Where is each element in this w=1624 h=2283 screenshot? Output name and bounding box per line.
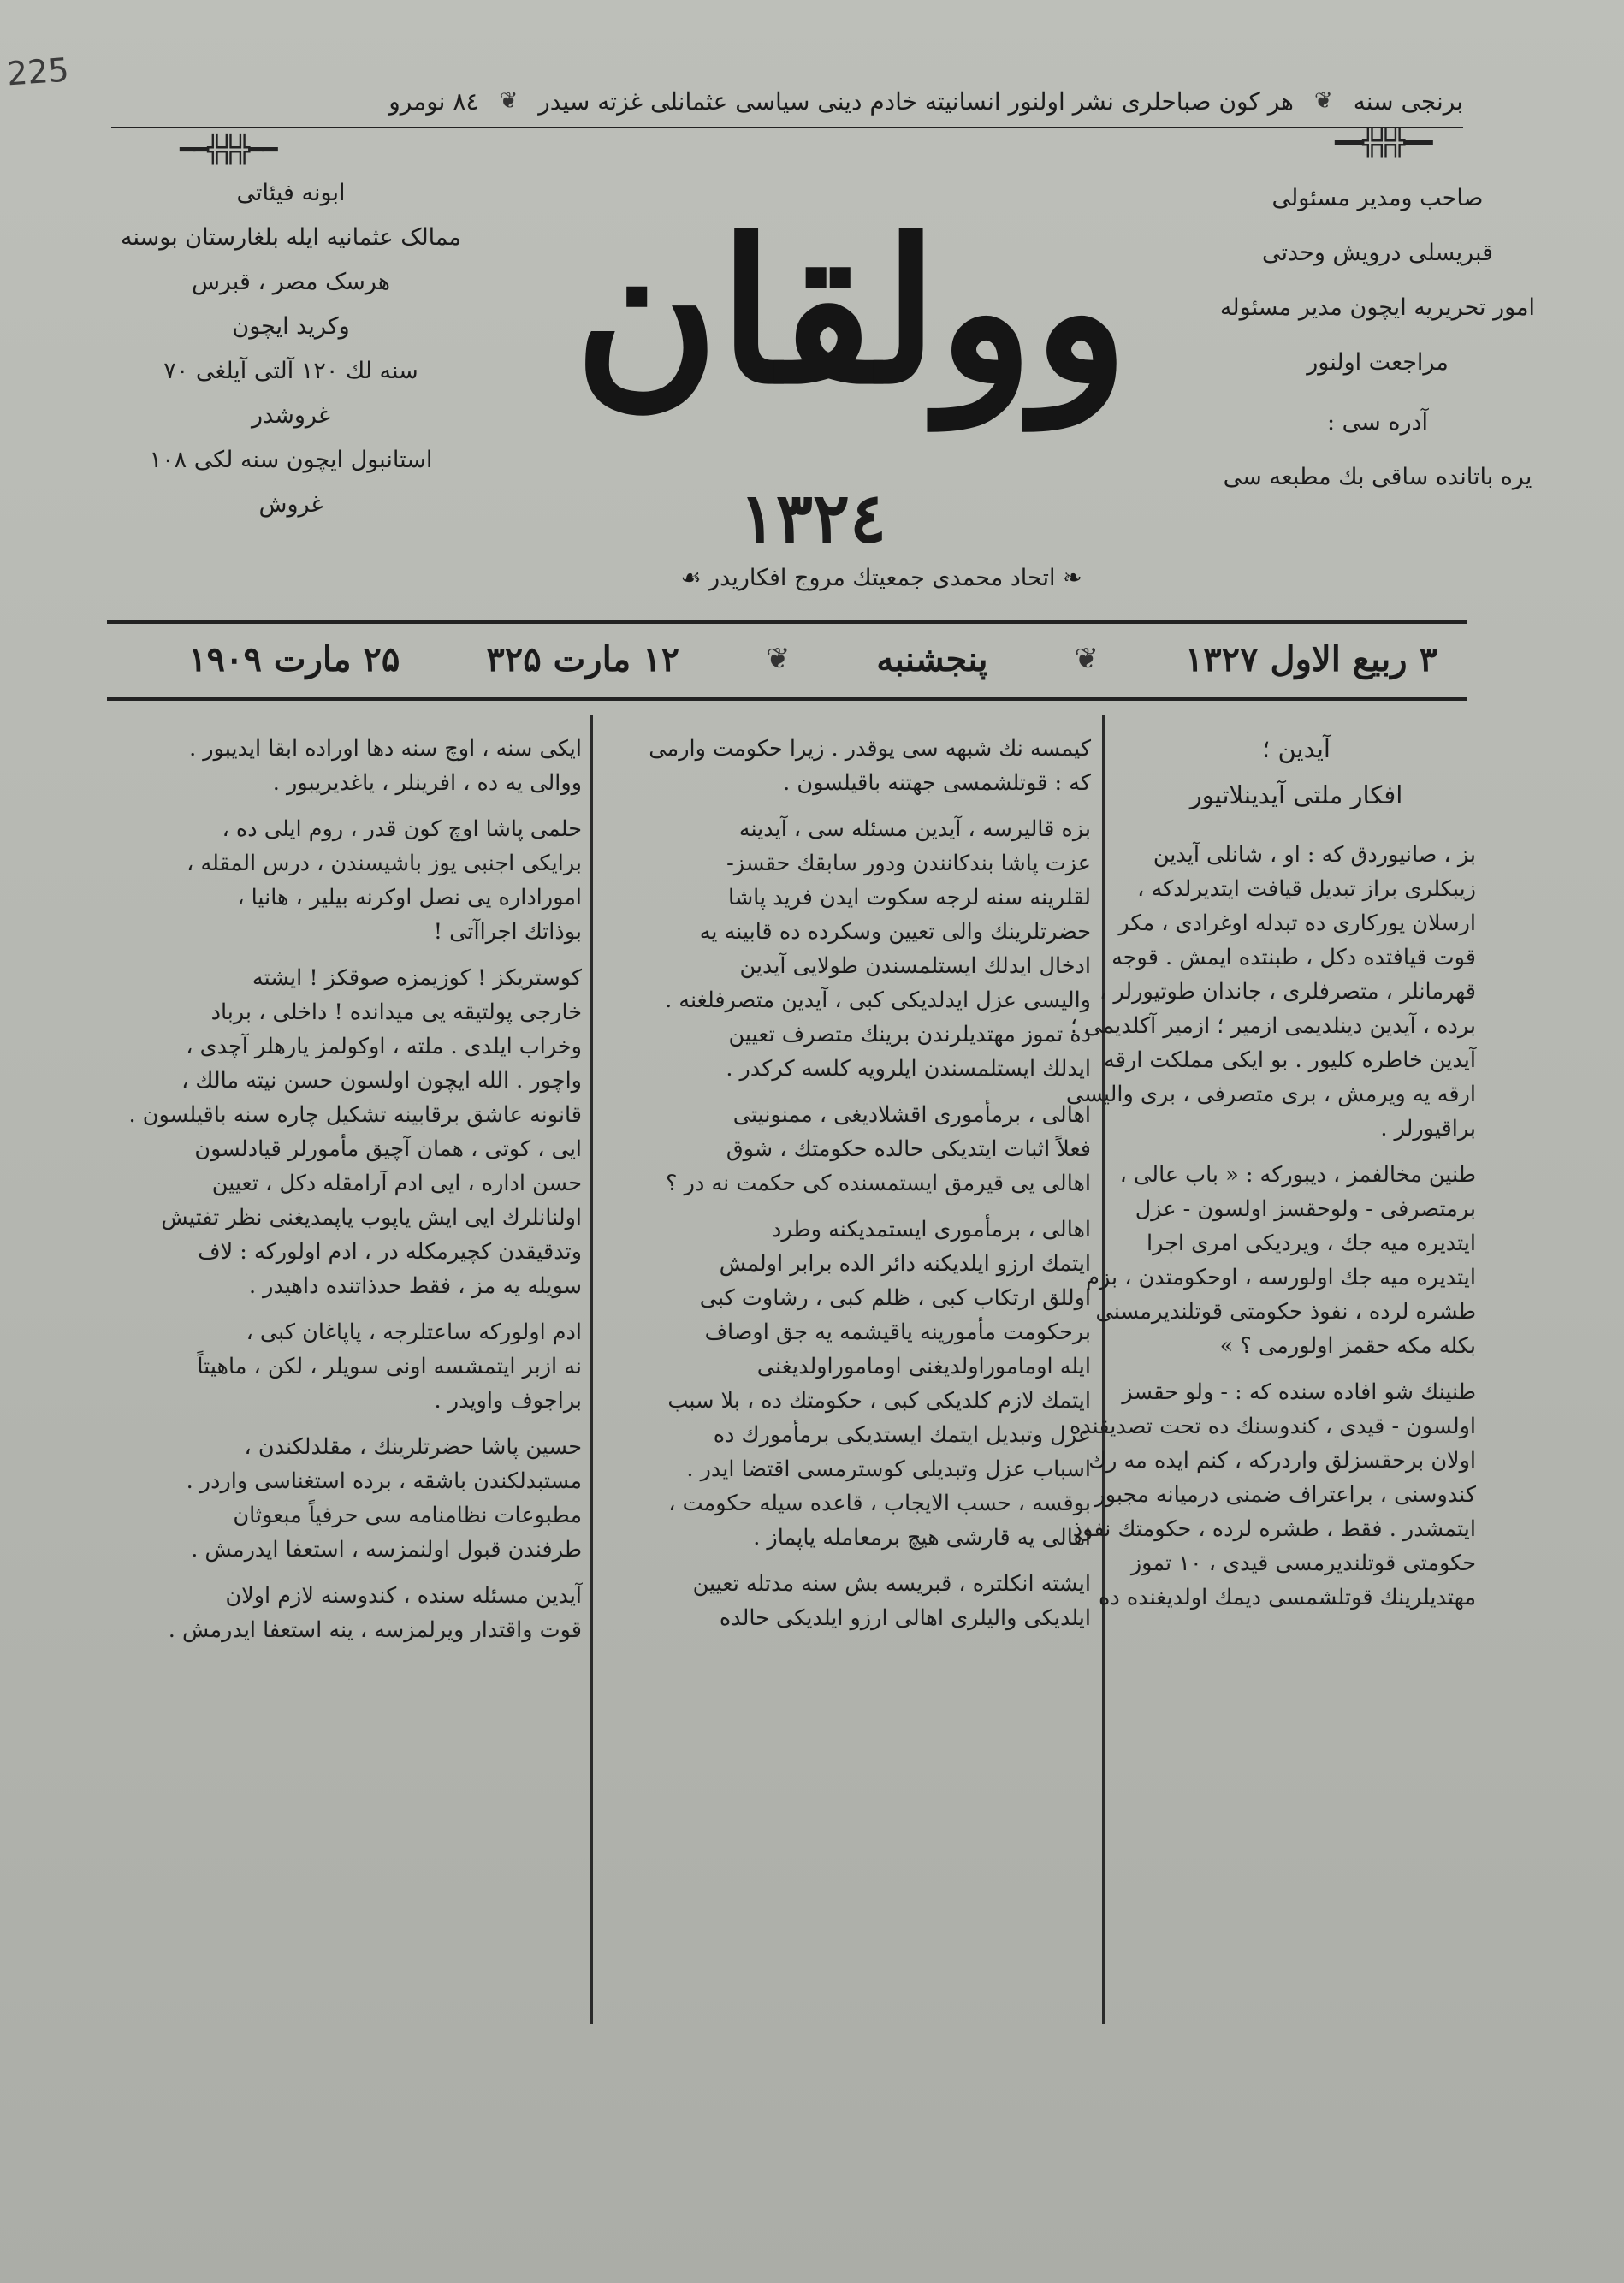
dateline-bottom-rule: [107, 697, 1467, 701]
text-line: ارسلان یورکاری ده تبدله اوغرادی ، مکر: [1118, 910, 1476, 936]
text-line: اهالی ، برمأموری ایستمدیکنه وطرد: [771, 1217, 1091, 1242]
ornament-icon: ━━╬╬╬━━: [180, 135, 276, 165]
masthead-title: وولقان: [574, 197, 1129, 428]
text-line: ایتمشدر . فقط ، طشره لرده ، حکومتك نفوذ: [1072, 1516, 1476, 1542]
top-line: [94, 79, 1463, 123]
volume-label: برنجی سنه: [1353, 86, 1463, 116]
editor-box: [1198, 171, 1557, 505]
text-line: وتدقیقدن کچیرمکله در ، ادم اولورکه : لاف: [198, 1239, 582, 1265]
editor-line: مراجعت اولنور: [1307, 349, 1449, 376]
text-line: اولنانلرك ایی ایش یاپوب یاپمدیغنی نظر تفتیش: [161, 1205, 582, 1230]
ornament-icon: ━━╬╬╬━━: [1335, 128, 1431, 158]
text-line: ایتمك ارزو ایلدیکنه دائر الده برابر اولمش: [719, 1251, 1091, 1277]
text-line: ادم اولورکه ساعتلرجه ، پاپاغان کبی ،: [246, 1319, 582, 1345]
text-line: برایکی اجنبی یوز باشیسندن ، درس المقله ،: [187, 851, 582, 876]
text-line: حکومتی قوتلندیرمسی قیدی ، ۱۰ تموز: [1130, 1551, 1476, 1576]
text-line: ایتدیره میه جك اولورسه ، اوحکومتدن ، بزم: [1086, 1265, 1476, 1290]
text-line: اهالی یه قارشی هیچ برمعامله یاپماز .: [753, 1525, 1091, 1551]
ornament-icon: ❦: [765, 642, 791, 676]
text-line: واچور . الله ایچون اولسون حسن نیته مالك ،: [181, 1068, 582, 1094]
text-line: نه ازبر ایتمشسه اونی سویلر ، لکن ، ماهیتاً: [197, 1354, 582, 1379]
text-line: بوقسه ، حسب الایجاب ، قاعده سیله حکومت ،: [668, 1491, 1091, 1516]
text-line: اسباب عزل وتبدیلی کوسترمسی اقتضا ایدر .: [686, 1456, 1091, 1482]
text-line: لقلرینه سنه لرجه سکوت ایدن فرید پاشا: [728, 885, 1091, 910]
text-line: فعلاً اثبات ایتدیکی حالده حکومتك ، شوق: [726, 1136, 1091, 1162]
ornament-icon: ☙: [680, 565, 702, 591]
column-middle: [603, 732, 1091, 1635]
text-line: کندوسنی ، براعتراف ضمنی درمیانه مجبور: [1094, 1482, 1476, 1508]
text-line: ایله اوماموراولدیغنی اوماموراولدیغنی: [756, 1354, 1091, 1379]
text-line: برحکومت مأمورینه یاقیشمه یه جق اوصاف: [704, 1319, 1091, 1345]
archive-number: 225: [5, 50, 70, 93]
top-rule: [111, 127, 1463, 128]
editor-line: صاحب ومدیر مسئولی: [1271, 185, 1484, 211]
text-line: بکله مکه حقمز اولورمی ؟ »: [1219, 1333, 1476, 1359]
text-line: ارقه یه ویرمش ، بری متصرفی ، بری والیسی: [1065, 1082, 1476, 1107]
column-divider: [590, 715, 593, 2024]
text-line: حضرتلرینك والی تعیین وسکرده ده قابینه یه: [699, 919, 1091, 945]
hijri-date: ۳ ربیع الاول ۱۳۲۷: [1184, 638, 1437, 679]
text-line: اوللق ارتکاب کبی ، ظلم کبی ، رشاوت کبی: [699, 1285, 1091, 1311]
text-line: اولسون - قیدی ، کندوسنك ده تحت تصدیقنده: [1069, 1414, 1476, 1439]
gregorian-date: ۲۵ مارت ۱۹۰۹: [188, 638, 400, 679]
text-line: قهرمانلر ، متصرفلری ، جاندان طوتیورلر ،: [1099, 979, 1476, 1005]
text-line: طرفندن قبول اولنمزسه ، استعفا ایدرمش .: [191, 1537, 582, 1563]
dateline-top-rule: [107, 620, 1467, 624]
paper-description: هر کون صباحلری نشر اولنور انسانیته خادم دینی سیاسی عثمانلی غزته سیدر: [538, 86, 1294, 116]
text-line: قانونه عاشق برقابینه تشکیل چاره سنه باقیلسون .: [128, 1102, 582, 1128]
dateline: [188, 629, 1437, 689]
subscription-line: سنه لك ۱۲۰ آلتی آیلغی ۷۰: [163, 358, 418, 384]
text-line: کوستریکز ! کوزیمزه صوقکز ! ایشته: [252, 965, 582, 991]
text-line: کیمسه نك شبهه سی یوقدر . زیرا حکومت وارمی: [649, 736, 1091, 762]
column-left: [110, 732, 582, 1647]
text-line: مستبدلکندن باشقه ، برده استغناسی واردر .: [186, 1468, 582, 1494]
article-heading: آیدین ؛: [1262, 734, 1331, 763]
text-line: ایتمك لازم کلدیکی کبی ، حکومتك ده ، بلا سبب: [667, 1388, 1091, 1414]
column-right: [1065, 732, 1476, 1615]
text-line: اولان برحقسزلق واردرکه ، کنم ایده مه رك: [1088, 1448, 1476, 1474]
subscription-line: وکرید ایچون: [232, 313, 350, 340]
text-line: وخراب ایلدی . ملته ، اوکولمز یارهلر آچدی ،: [186, 1034, 582, 1059]
ornament-icon: ❦: [1074, 642, 1099, 676]
text-line: حسین پاشا حضرتلرینك ، مقلدلکندن ،: [244, 1434, 582, 1460]
editor-line: یره باتانده ساقی بك مطبعه سی: [1223, 464, 1532, 490]
text-line: ایتدیره میه جك ، ویردیکی امری اجرا: [1147, 1230, 1476, 1256]
text-line: قوت واقتدار ویرلمزسه ، ینه استعفا ایدرمش .: [168, 1617, 582, 1643]
subscription-box: [103, 171, 479, 527]
slogan: [599, 565, 1164, 591]
text-line: زیبکلری براز تبدیل قیافت ایتدیرلدکه ،: [1137, 876, 1476, 902]
text-line: طنین مخالفمز ، دیبورکه : « باب عالی ،: [1119, 1162, 1476, 1188]
text-line: براجوف واویدر .: [434, 1388, 582, 1414]
ornament-icon: ❦: [1313, 88, 1333, 114]
text-line: ایدلك ایستلمسندن ایلرویه کلسه کرکدر .: [726, 1056, 1091, 1082]
editor-line: قبریسلی درویش وحدتی: [1261, 240, 1494, 266]
text-line: ایی ، کوتی ، همان آچیق مأمورلر قیادلسون: [194, 1136, 582, 1162]
text-line: مطبوعات نظامنامه سی حرفیاً مبعوثان: [233, 1503, 582, 1528]
ornament-icon: ❧: [1063, 565, 1082, 591]
editor-line: آدره سی :: [1326, 409, 1429, 436]
text-line: ایکی سنه ، اوچ سنه دها اوراده ابقا ایدیبور .: [189, 736, 582, 762]
editor-line: امور تحریریه ایچون مدیر مسئوله: [1219, 294, 1536, 321]
text-line: آیدین خاطره کلیور . بو ایکی مملکت ارقه: [1104, 1047, 1476, 1073]
text-line: عزت پاشا بندکانندن ودور سابقك حقسز-: [726, 851, 1091, 876]
text-line: حلمی پاشا اوچ کون قدر ، روم ایلی ده ،: [222, 816, 582, 842]
text-line: طشره لرده ، نفوذ حکومتی قوتلندیرمسنی: [1095, 1299, 1476, 1325]
text-line: اموراداره یی نصل اوکرنه بیلیر ، هانیا ،: [237, 885, 582, 910]
text-line: قوت قیافتده دکل ، طبنتده ایمش . قوجه: [1111, 945, 1476, 970]
text-line: عزل وتبدیل ایتمك ایستدیکی برمأمورك ده: [713, 1422, 1091, 1448]
masthead-year: ۱۳۲٤: [739, 477, 886, 558]
text-line: ایشته انکلتره ، قبریسه بش سنه مدتله تعیین: [692, 1571, 1091, 1597]
subscription-line: ممالک عثمانیه ایله بلغارستان بوسنه: [121, 224, 461, 251]
text-line: ایلدیکی والیلری اهالی ارزو ایلدیکی حالده: [719, 1605, 1091, 1631]
text-line: که : قوتلشمسی جهتنه باقیلسون .: [783, 770, 1091, 796]
text-line: براقیورلر .: [1380, 1116, 1476, 1142]
subscription-line: استانبول ایچون سنه لکی ۱۰۸: [149, 447, 433, 473]
text-line: اهالی یی قیرمق ایستمسنده کی حکمت نه در ؟: [666, 1171, 1091, 1196]
column-divider: [1102, 715, 1105, 2024]
weekday: پنجشنبه: [876, 638, 988, 679]
text-line: برمتصرفی - ولوحقسز اولسون - عزل: [1135, 1196, 1476, 1222]
text-line: بوذاتك اجراآتی !: [433, 919, 582, 945]
masthead: [505, 154, 1198, 556]
text-line: آیدین مسئله سنده ، کندوسنه لازم اولان: [225, 1583, 582, 1609]
subscription-line: ابونه فیئاتی: [236, 180, 346, 206]
subscription-line: هرسک مصر ، قبرس: [191, 269, 391, 295]
text-line: اهالی ، برمأموری اقشلادیغی ، ممنونیتی: [732, 1102, 1091, 1128]
text-line: سویله یه مز ، فقط حدذاتنده داهیدر .: [248, 1273, 582, 1299]
text-line: بزه قالیرسه ، آیدین مسئله سی ، آیدینه: [738, 816, 1091, 842]
article-subheading: افکار ملتی آیدینلاتیور: [1189, 780, 1403, 809]
text-line: ادخال ایدلك ایستلمسندن طولایی آیدین: [739, 953, 1091, 979]
slogan-text: اتحاد محمدی جمعیتك مروج افکاریدر: [708, 565, 1056, 591]
text-line: بز ، صانیوردق که : او ، شانلی آیدین: [1153, 842, 1476, 868]
ornament-icon: ❦: [499, 88, 519, 114]
text-line: طنینك شو افاده سنده که : - ولو حقسز: [1122, 1379, 1476, 1405]
text-line: ده تموز مهتدیلرندن برینك متصرف تعیین: [728, 1022, 1091, 1047]
issue-number: ۸٤ نومرو: [388, 86, 479, 116]
text-line: خارجی پولتیقه یی میدانده ! داخلی ، برباد: [210, 999, 582, 1025]
text-line: ووالی یه ده ، افرینلر ، یاغدیریبور .: [272, 770, 582, 796]
subscription-line: غروش: [258, 491, 323, 518]
text-line: مهتدیلرینك قوتلشمسی دیمك اولدیغنده ده: [1099, 1585, 1476, 1610]
text-line: والیسی عزل ایدلدیکی کبی ، آیدین متصرفلغنه .: [665, 987, 1091, 1013]
text-line: برده ، آیدین دینلدیمی ازمیر ؛ ازمیر آکلدیمی ؛: [1070, 1013, 1476, 1039]
rumi-date: ۱۲ مارت ۳۲۵: [486, 638, 680, 679]
text-line: حسن اداره ، ایی ادم آرامقله دکل ، تعیین: [211, 1171, 582, 1196]
subscription-line: غروشدر: [252, 402, 330, 429]
